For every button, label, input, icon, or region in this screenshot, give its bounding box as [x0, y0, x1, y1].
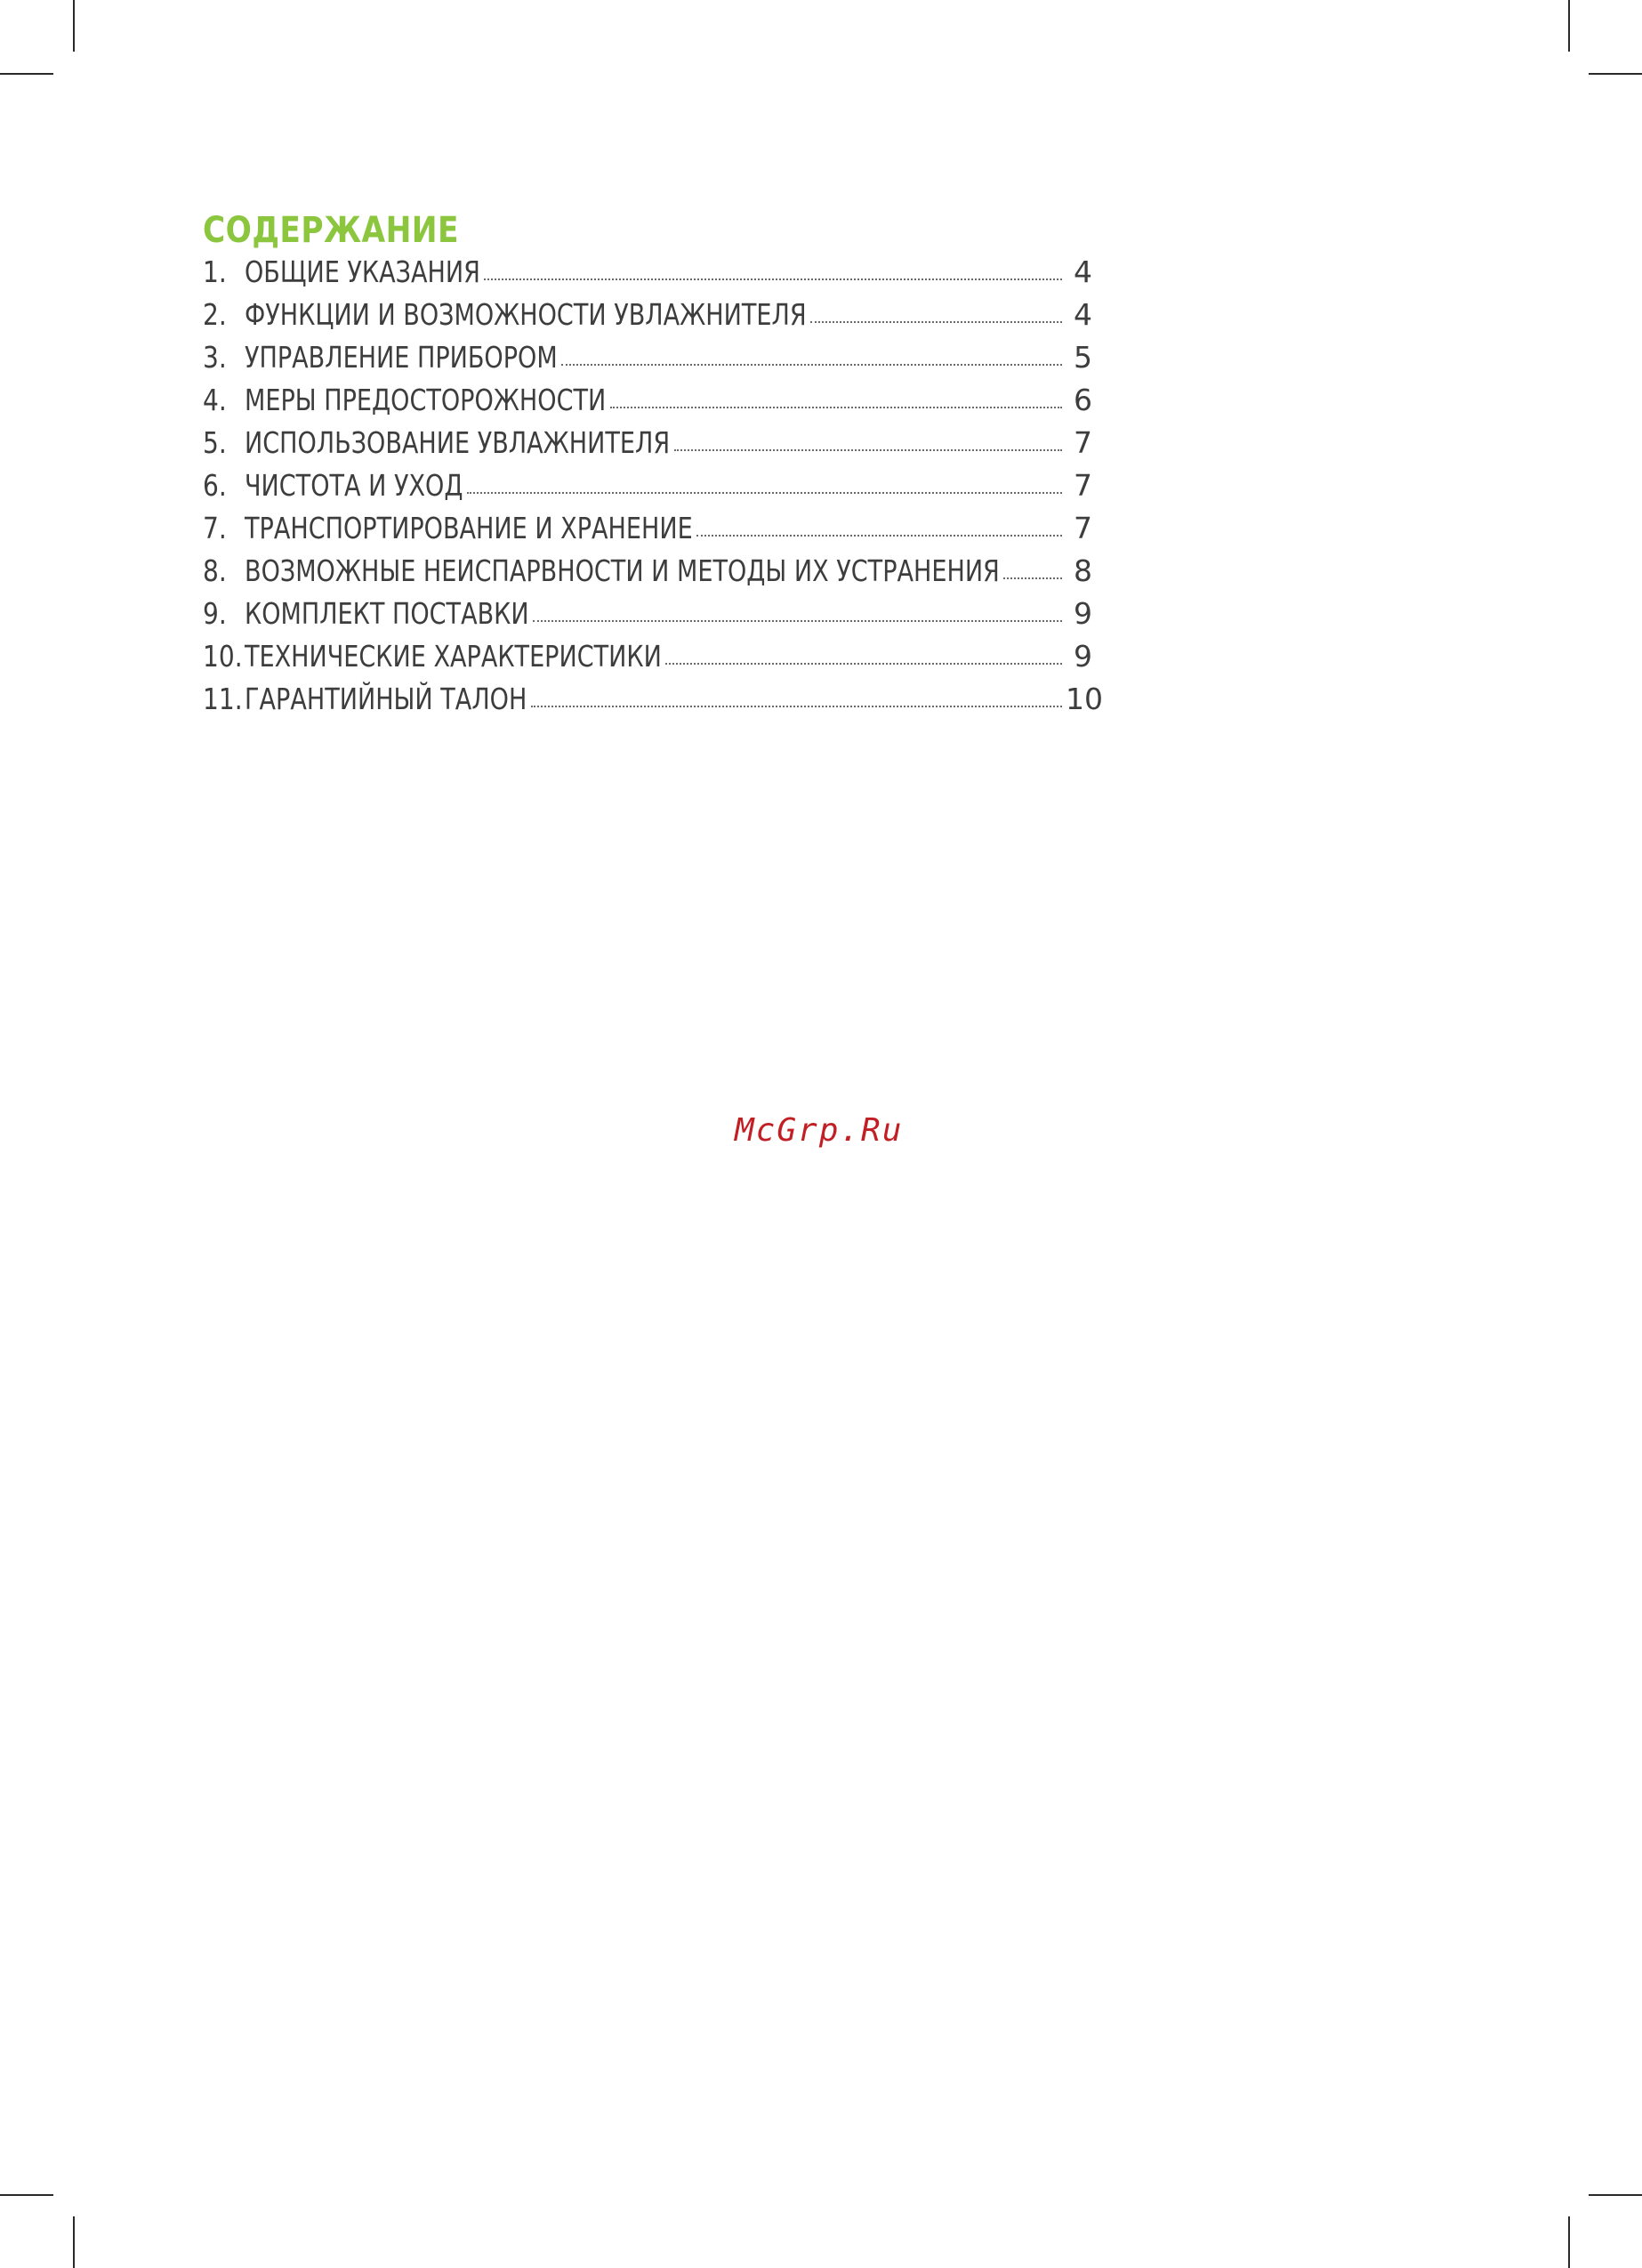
crop-mark-top-left-horizontal	[0, 73, 53, 75]
toc-entry-title: ТРАНСПОРТИРОВАНИЕ И ХРАНЕНИЕ	[245, 511, 693, 545]
toc-entry-page: 9	[1074, 596, 1092, 631]
toc-entry-page: 7	[1074, 511, 1092, 545]
toc-leader-dots	[665, 661, 1062, 665]
crop-mark-bottom-right-vertical	[1568, 2216, 1570, 2268]
toc-entry-number: 1.	[203, 254, 227, 289]
toc-leader-dots	[810, 319, 1062, 323]
toc-entry-title: ФУНКЦИИ И ВОЗМОЖНОСТИ УВЛАЖНИТЕЛЯ	[245, 297, 807, 332]
crop-mark-bottom-left-vertical	[73, 2216, 75, 2268]
crop-mark-top-right-vertical	[1568, 0, 1570, 52]
toc-entry-number: 6.	[203, 468, 227, 503]
crop-mark-bottom-left-horizontal	[0, 2194, 53, 2196]
toc-entry-title: ГАРАНТИЙНЫЙ ТАЛОН	[245, 682, 527, 716]
toc-entry-title: ЧИСТОТА И УХОД	[245, 468, 463, 503]
toc-entry-text-wrap	[245, 340, 558, 375]
toc-entry[interactable]	[203, 468, 1092, 511]
crop-mark-top-right-horizontal	[1589, 73, 1642, 75]
toc-entry-page: 7	[1074, 425, 1092, 460]
toc-leader-dots	[1003, 576, 1062, 579]
toc-entry-number: 3.	[203, 340, 227, 375]
toc-entry-number: 9.	[203, 596, 227, 631]
toc-entry-title: КОМПЛЕКТ ПОСТАВКИ	[245, 596, 529, 631]
toc-leader-dots	[533, 618, 1062, 622]
toc-entry-text-wrap	[245, 639, 662, 674]
crop-mark-bottom-right-horizontal	[1589, 2194, 1642, 2196]
toc-entry-text-wrap	[245, 596, 529, 631]
toc-leader-dots	[610, 405, 1062, 408]
toc-entry-text-wrap	[245, 254, 480, 289]
toc-entry-page: 10	[1066, 682, 1103, 716]
toc-entry-number: 7.	[203, 511, 227, 545]
toc-entry-page: 6	[1074, 383, 1092, 417]
toc-entry-text-wrap	[245, 425, 671, 460]
toc-entry[interactable]	[203, 425, 1092, 468]
toc-entry[interactable]	[203, 682, 1103, 724]
toc-leader-dots	[561, 362, 1062, 366]
toc-entry-text-wrap	[245, 383, 607, 417]
toc-entry-title: МЕРЫ ПРЕДОСТОРОЖНОСТИ	[245, 383, 607, 417]
crop-mark-top-left-vertical	[73, 0, 75, 52]
toc-entry-text-wrap	[245, 682, 527, 716]
toc-entry-text-wrap	[245, 553, 1000, 588]
toc-leader-dots	[467, 490, 1062, 494]
toc-entry-page: 9	[1074, 639, 1092, 674]
toc-entry[interactable]	[203, 340, 1092, 383]
toc-list	[203, 254, 1103, 724]
toc-entry-title: ВОЗМОЖНЫЕ НЕИСПАРВНОСТИ И МЕТОДЫ ИХ УСТРАНЕНИЯ	[245, 553, 1000, 588]
toc-entry-number: 5.	[203, 425, 227, 460]
toc-title: СОДЕРЖАНИЕ	[203, 210, 459, 251]
toc-entry-page: 4	[1074, 297, 1092, 332]
toc-entry[interactable]	[203, 383, 1092, 425]
toc-entry-page: 5	[1074, 340, 1092, 375]
table-of-contents	[203, 206, 1103, 724]
toc-entry-title: ТЕХНИЧЕСКИЕ ХАРАКТЕРИСТИКИ	[245, 639, 662, 674]
toc-entry-page: 8	[1074, 553, 1092, 588]
toc-entry-number: 2.	[203, 297, 227, 332]
toc-entry-title: ОБЩИЕ УКАЗАНИЯ	[245, 254, 480, 289]
toc-entry-text-wrap	[245, 511, 693, 545]
toc-leader-dots	[531, 704, 1062, 707]
toc-entry[interactable]	[203, 553, 1092, 596]
toc-entry-number: 4.	[203, 383, 227, 417]
toc-entry-number: 11.	[203, 682, 243, 716]
toc-entry-title: УПРАВЛЕНИЕ ПРИБОРОМ	[245, 340, 558, 375]
toc-entry[interactable]	[203, 254, 1092, 297]
toc-leader-dots	[696, 533, 1062, 537]
toc-entry-number: 8.	[203, 553, 227, 588]
toc-entry[interactable]	[203, 511, 1092, 553]
toc-entry[interactable]	[203, 596, 1092, 639]
toc-entry[interactable]	[203, 297, 1092, 340]
toc-entry-text-wrap	[245, 297, 807, 332]
toc-leader-dots	[484, 277, 1062, 280]
toc-leader-dots	[674, 448, 1062, 451]
toc-entry-number: 10.	[203, 639, 243, 674]
toc-entry-page: 7	[1074, 468, 1092, 503]
toc-entry[interactable]	[203, 639, 1092, 682]
toc-entry-page: 4	[1074, 254, 1092, 289]
watermark: McGrp.Ru	[735, 1112, 904, 1149]
toc-entry-text-wrap	[245, 468, 463, 503]
toc-entry-title: ИСПОЛЬЗОВАНИЕ УВЛАЖНИТЕЛЯ	[245, 425, 671, 460]
